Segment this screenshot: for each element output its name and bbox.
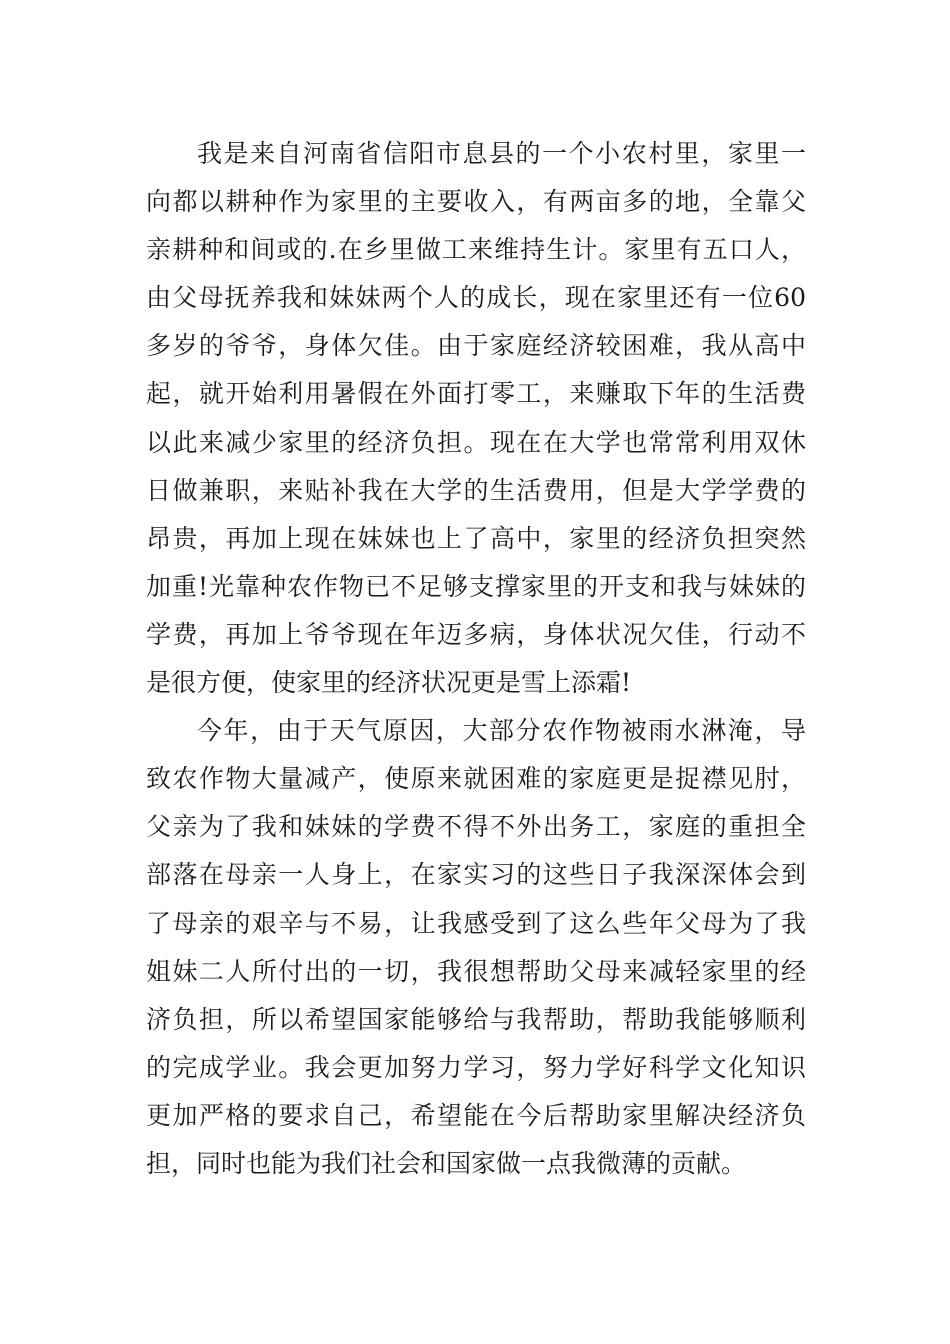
text-line: 亲耕种和间或的.在乡里做工来维持生计。家里有五口人， (146, 235, 806, 265)
text-line: 更加严格的要求自己，希望能在今后帮助家里解决经济负 (146, 1100, 806, 1130)
text-line: 起，就开始利用暑假在外面打零工，来赚取下年的生活费 (146, 379, 806, 409)
body-text (146, 130, 806, 1188)
text-line: 昂贵，再加上现在妹妹也上了高中，家里的经济负担突然 (146, 523, 806, 553)
text-line: 由父母抚养我和妹妹两个人的成长，现在家里还有一位60 (146, 283, 806, 313)
text-line: 姐妹二人所付出的一切，我很想帮助父母来减轻家里的经 (146, 956, 806, 986)
text-line: 担，同时也能为我们社会和国家做一点我微薄的贡献。 (146, 1148, 747, 1178)
text-line: 以此来减少家里的经济负担。现在在大学也常常利用双休 (146, 427, 806, 457)
text-line: 的完成学业。我会更加努力学习，努力学好科学文化知识 (146, 1052, 806, 1082)
text-line: 是很方便，使家里的经济状况更是雪上添霜! (146, 668, 632, 698)
text-line: 多岁的爷爷，身体欠佳。由于家庭经济较困难，我从高中 (146, 331, 806, 361)
text-line: 济负担，所以希望国家能够给与我帮助，帮助我能够顺利 (146, 1004, 806, 1034)
text-line: 部落在母亲一人身上，在家实习的这些日子我深深体会到 (146, 860, 806, 890)
text-line: 加重!光靠种农作物已不足够支撑家里的开支和我与妹妹的 (146, 571, 806, 601)
text-line: 了母亲的艰辛与不易，让我感受到了这么些年父母为了我 (146, 908, 806, 938)
text-line: 致农作物大量减产，使原来就困难的家庭更是捉襟见肘， (146, 764, 806, 794)
text-line: 向都以耕种作为家里的主要收入，有两亩多的地，全靠父 (146, 187, 806, 217)
paragraph-1 (146, 130, 806, 707)
text-line: 今年，由于天气原因，大部分农作物被雨水淋淹，导 (197, 716, 806, 746)
text-line: 日做兼职，来贴补我在大学的生活费用，但是大学学费的 (146, 475, 806, 505)
text-line: 学费，再加上爷爷现在年迈多病，身体状况欠佳，行动不 (146, 619, 806, 649)
paragraph-2 (146, 707, 806, 1188)
text-line: 父亲为了我和妹妹的学费不得不外出务工，家庭的重担全 (146, 812, 806, 842)
text-line: 我是来自河南省信阳市息县的一个小农村里，家里一 (197, 139, 806, 168)
